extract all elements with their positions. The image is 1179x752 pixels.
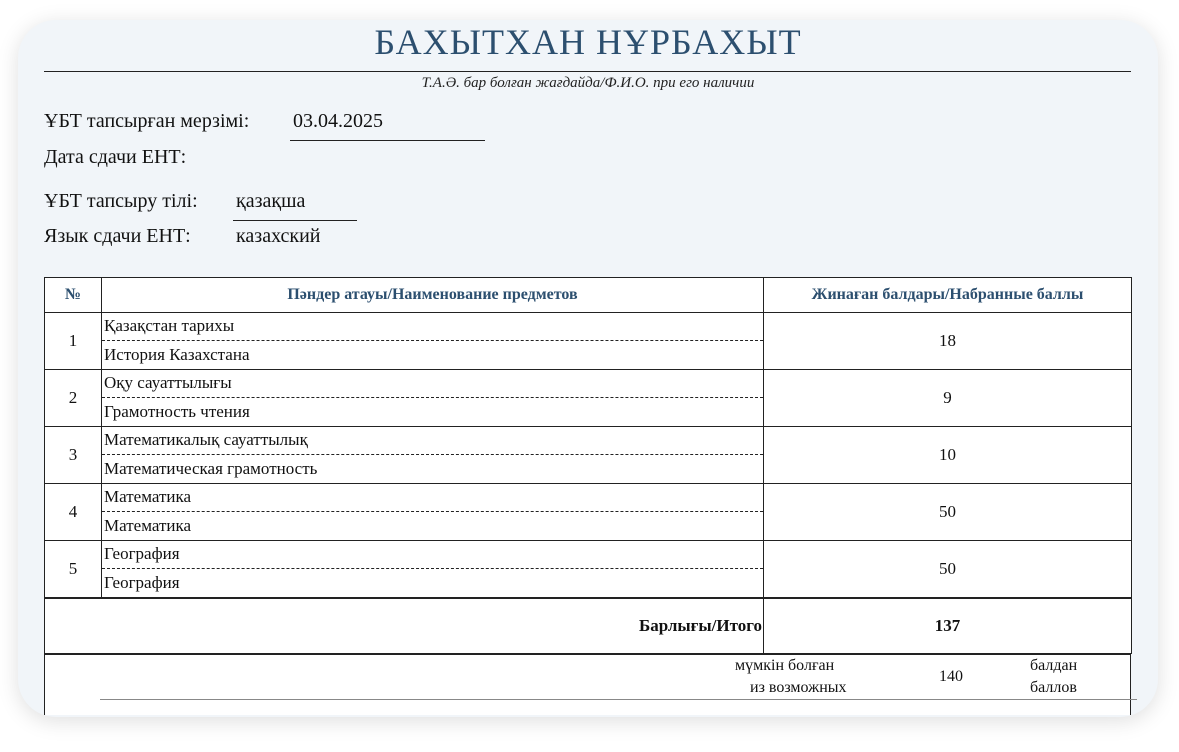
header-score: Жинаған балдары/Набранные баллы bbox=[764, 278, 1132, 313]
table-row bbox=[45, 370, 1132, 427]
exam-date-label-ru: Дата сдачи ЕНТ: bbox=[44, 146, 187, 168]
table-header-row bbox=[45, 278, 1132, 313]
subject-cell bbox=[102, 484, 764, 541]
possible-unit-ru: баллов bbox=[1030, 679, 1077, 696]
subject-score: 10 bbox=[764, 427, 1132, 484]
subject-name-kz: Математикалық сауаттылық bbox=[102, 427, 763, 455]
possible-label-kz: мүмкін болған bbox=[735, 657, 835, 674]
exam-date-label-kz: ҰБТ тапсырған мерзімі: bbox=[44, 110, 250, 132]
subject-name-kz: Математика bbox=[102, 484, 763, 512]
subject-name-ru: Грамотность чтения bbox=[104, 402, 250, 421]
subject-cell bbox=[102, 313, 764, 370]
subject-cell bbox=[102, 427, 764, 484]
subject-name-ru: Математика bbox=[104, 516, 192, 535]
subject-name-kz: Оқу сауаттылығы bbox=[102, 370, 763, 398]
exam-date-value: 03.04.2025 bbox=[293, 110, 383, 132]
subject-cell bbox=[102, 370, 764, 427]
table-row bbox=[45, 541, 1132, 599]
exam-language-label-kz: ҰБТ тапсыру тілі: bbox=[44, 190, 198, 212]
possible-label-ru: из возможных bbox=[750, 679, 847, 696]
subject-name-ru: География bbox=[104, 573, 180, 592]
possible-score-box bbox=[44, 654, 1131, 715]
table-row bbox=[45, 427, 1132, 484]
bottom-divider bbox=[100, 699, 1137, 700]
subject-score: 50 bbox=[764, 541, 1132, 599]
possible-unit-kz: балдан bbox=[1030, 657, 1078, 674]
subject-name-ru: Математическая грамотность bbox=[104, 459, 318, 478]
name-caption: Т.А.Ә. бар болған жағдайда/Ф.И.О. при его наличии bbox=[421, 75, 755, 91]
subject-score: 18 bbox=[764, 313, 1132, 370]
exam-language-value-kz: қазақша bbox=[236, 190, 306, 212]
row-number: 1 bbox=[45, 313, 102, 370]
exam-language-label-ru: Язык сдачи ЕНТ: bbox=[44, 225, 191, 247]
student-name: БАХЫТХАН НҰРБАХЫТ bbox=[374, 22, 802, 62]
exam-date-underline bbox=[290, 140, 485, 141]
exam-language-value-ru: казахский bbox=[236, 225, 321, 247]
subject-name-kz: Қазақстан тарихы bbox=[102, 313, 763, 341]
row-number: 3 bbox=[45, 427, 102, 484]
header-subject: Пәндер атауы/Наименование предметов bbox=[102, 278, 764, 313]
table-row bbox=[45, 313, 1132, 370]
possible-score-value: 140 bbox=[939, 668, 963, 685]
total-row bbox=[45, 598, 1132, 654]
total-score: 137 bbox=[764, 598, 1132, 654]
exam-language-underline bbox=[233, 220, 357, 221]
subject-name-kz: География bbox=[102, 541, 763, 569]
name-underline bbox=[44, 71, 1131, 72]
certificate-content bbox=[18, 20, 1158, 717]
subject-name-ru: История Казахстана bbox=[104, 345, 250, 364]
scores-table bbox=[44, 277, 1132, 654]
certificate-card bbox=[18, 20, 1158, 717]
subject-cell bbox=[102, 541, 764, 599]
header-number: № bbox=[45, 278, 102, 313]
row-number: 5 bbox=[45, 541, 102, 599]
subject-score: 50 bbox=[764, 484, 1132, 541]
table-row bbox=[45, 484, 1132, 541]
row-number: 2 bbox=[45, 370, 102, 427]
subject-score: 9 bbox=[764, 370, 1132, 427]
row-number: 4 bbox=[45, 484, 102, 541]
total-label: Барлығы/Итого bbox=[45, 598, 764, 654]
